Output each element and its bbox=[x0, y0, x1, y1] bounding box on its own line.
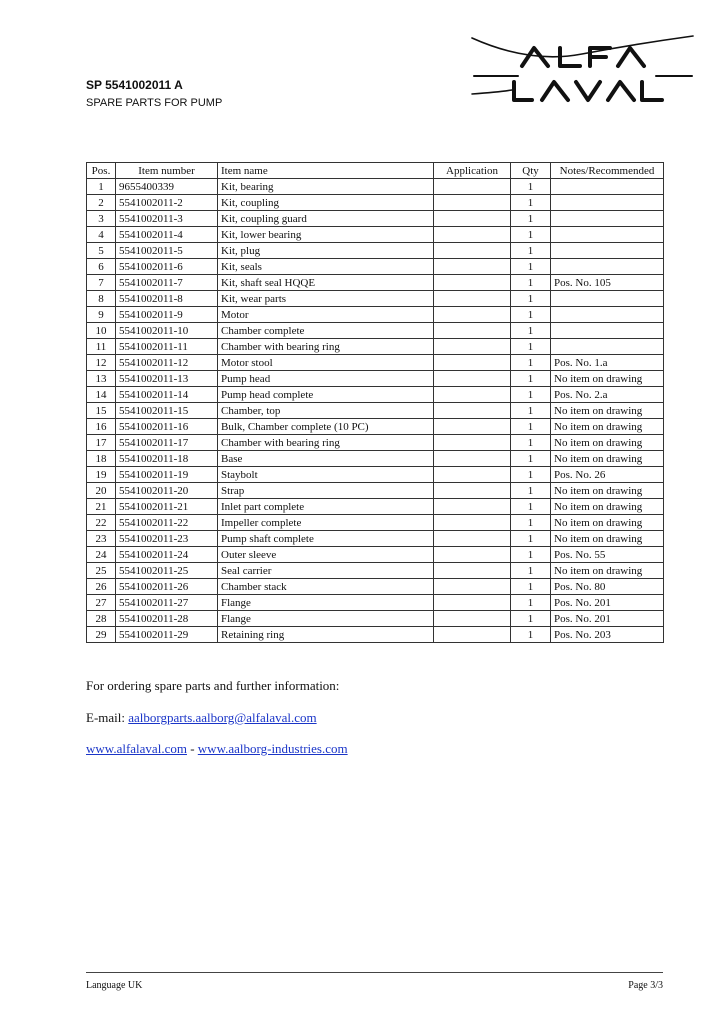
cell-notes: Pos. No. 201 bbox=[551, 611, 664, 627]
website-line bbox=[86, 741, 348, 757]
cell-notes: Pos. No. 201 bbox=[551, 595, 664, 611]
cell-qty: 1 bbox=[511, 259, 551, 275]
website-link-aalborg[interactable]: www.aalborg-industries.com bbox=[197, 741, 348, 756]
cell-notes: Pos. No. 2.a bbox=[551, 387, 664, 403]
table-row bbox=[87, 227, 664, 243]
cell-item-number: 5541002011-16 bbox=[116, 419, 218, 435]
cell-item-name: Kit, coupling bbox=[218, 195, 434, 211]
cell-item-name: Retaining ring bbox=[218, 627, 434, 643]
cell-item-name: Motor stool bbox=[218, 355, 434, 371]
cell-item-name: Kit, plug bbox=[218, 243, 434, 259]
cell-item-name: Outer sleeve bbox=[218, 547, 434, 563]
table-row bbox=[87, 403, 664, 419]
footer-page-number: Page 3/3 bbox=[628, 980, 663, 991]
email-line bbox=[86, 710, 317, 726]
cell-pos: 28 bbox=[87, 611, 116, 627]
cell-notes: Pos. No. 1.a bbox=[551, 355, 664, 371]
cell-pos: 26 bbox=[87, 579, 116, 595]
cell-item-number: 5541002011-3 bbox=[116, 211, 218, 227]
cell-qty: 1 bbox=[511, 275, 551, 291]
cell-notes: No item on drawing bbox=[551, 371, 664, 387]
cell-item-number: 5541002011-2 bbox=[116, 195, 218, 211]
cell-pos: 16 bbox=[87, 419, 116, 435]
column-header-item-name: Item name bbox=[218, 163, 434, 179]
cell-qty: 1 bbox=[511, 595, 551, 611]
cell-pos: 15 bbox=[87, 403, 116, 419]
cell-pos: 9 bbox=[87, 307, 116, 323]
contact-intro: For ordering spare parts and further information: bbox=[86, 678, 340, 693]
table-row bbox=[87, 563, 664, 579]
cell-application bbox=[434, 531, 511, 547]
cell-item-name: Impeller complete bbox=[218, 515, 434, 531]
cell-item-number: 5541002011-13 bbox=[116, 371, 218, 387]
cell-pos: 3 bbox=[87, 211, 116, 227]
cell-qty: 1 bbox=[511, 499, 551, 515]
cell-application bbox=[434, 563, 511, 579]
cell-qty: 1 bbox=[511, 531, 551, 547]
cell-notes: No item on drawing bbox=[551, 403, 664, 419]
cell-application bbox=[434, 387, 511, 403]
cell-item-name: Kit, wear parts bbox=[218, 291, 434, 307]
cell-notes: No item on drawing bbox=[551, 531, 664, 547]
cell-item-name: Base bbox=[218, 451, 434, 467]
cell-application bbox=[434, 339, 511, 355]
cell-pos: 23 bbox=[87, 531, 116, 547]
cell-item-name: Staybolt bbox=[218, 467, 434, 483]
column-header-application: Application bbox=[434, 163, 511, 179]
column-header-qty: Qty bbox=[511, 163, 551, 179]
cell-notes: Pos. No. 80 bbox=[551, 579, 664, 595]
cell-pos: 20 bbox=[87, 483, 116, 499]
table-row bbox=[87, 467, 664, 483]
cell-qty: 1 bbox=[511, 227, 551, 243]
cell-notes: No item on drawing bbox=[551, 451, 664, 467]
cell-pos: 8 bbox=[87, 291, 116, 307]
cell-application bbox=[434, 467, 511, 483]
cell-item-number: 5541002011-27 bbox=[116, 595, 218, 611]
cell-pos: 2 bbox=[87, 195, 116, 211]
cell-item-number: 5541002011-9 bbox=[116, 307, 218, 323]
cell-notes bbox=[551, 307, 664, 323]
cell-pos: 27 bbox=[87, 595, 116, 611]
cell-pos: 6 bbox=[87, 259, 116, 275]
cell-item-number: 5541002011-29 bbox=[116, 627, 218, 643]
cell-qty: 1 bbox=[511, 211, 551, 227]
footer-divider bbox=[86, 972, 663, 973]
table-row bbox=[87, 483, 664, 499]
cell-item-name: Chamber, top bbox=[218, 403, 434, 419]
cell-application bbox=[434, 579, 511, 595]
cell-pos: 21 bbox=[87, 499, 116, 515]
cell-notes: Pos. No. 55 bbox=[551, 547, 664, 563]
table-row bbox=[87, 435, 664, 451]
cell-notes: No item on drawing bbox=[551, 499, 664, 515]
cell-qty: 1 bbox=[511, 467, 551, 483]
cell-item-name: Motor bbox=[218, 307, 434, 323]
cell-item-name: Kit, coupling guard bbox=[218, 211, 434, 227]
cell-application bbox=[434, 515, 511, 531]
table-row bbox=[87, 211, 664, 227]
cell-pos: 19 bbox=[87, 467, 116, 483]
cell-item-number: 9655400339 bbox=[116, 179, 218, 195]
table-row bbox=[87, 291, 664, 307]
cell-application bbox=[434, 419, 511, 435]
cell-application bbox=[434, 451, 511, 467]
table-row bbox=[87, 595, 664, 611]
cell-pos: 10 bbox=[87, 323, 116, 339]
cell-notes: No item on drawing bbox=[551, 419, 664, 435]
email-label: E-mail: bbox=[86, 710, 129, 725]
cell-item-number: 5541002011-20 bbox=[116, 483, 218, 499]
cell-notes bbox=[551, 211, 664, 227]
table-row bbox=[87, 179, 664, 195]
cell-item-name: Pump head bbox=[218, 371, 434, 387]
cell-item-name: Kit, seals bbox=[218, 259, 434, 275]
cell-item-number: 5541002011-21 bbox=[116, 499, 218, 515]
cell-qty: 1 bbox=[511, 515, 551, 531]
cell-notes: Pos. No. 203 bbox=[551, 627, 664, 643]
table-row bbox=[87, 547, 664, 563]
cell-application bbox=[434, 499, 511, 515]
cell-notes bbox=[551, 339, 664, 355]
cell-item-name: Flange bbox=[218, 611, 434, 627]
cell-item-number: 5541002011-7 bbox=[116, 275, 218, 291]
cell-item-number: 5541002011-25 bbox=[116, 563, 218, 579]
email-link[interactable]: aalborgparts.aalborg@alfalaval.com bbox=[128, 710, 317, 725]
cell-qty: 1 bbox=[511, 563, 551, 579]
cell-application bbox=[434, 435, 511, 451]
cell-item-name: Bulk, Chamber complete (10 PC) bbox=[218, 419, 434, 435]
cell-notes: Pos. No. 105 bbox=[551, 275, 664, 291]
document-subtitle: SPARE PARTS FOR PUMP bbox=[86, 97, 223, 109]
table-row bbox=[87, 355, 664, 371]
table-row bbox=[87, 307, 664, 323]
cell-qty: 1 bbox=[511, 547, 551, 563]
cell-notes bbox=[551, 259, 664, 275]
cell-pos: 12 bbox=[87, 355, 116, 371]
cell-item-number: 5541002011-24 bbox=[116, 547, 218, 563]
cell-pos: 1 bbox=[87, 179, 116, 195]
alfa-laval-logo bbox=[470, 30, 695, 110]
cell-pos: 13 bbox=[87, 371, 116, 387]
cell-pos: 5 bbox=[87, 243, 116, 259]
cell-application bbox=[434, 195, 511, 211]
cell-pos: 7 bbox=[87, 275, 116, 291]
cell-application bbox=[434, 275, 511, 291]
cell-pos: 29 bbox=[87, 627, 116, 643]
column-header-item-number: Item number bbox=[116, 163, 218, 179]
cell-item-number: 5541002011-26 bbox=[116, 579, 218, 595]
table-row bbox=[87, 451, 664, 467]
cell-item-name: Strap bbox=[218, 483, 434, 499]
cell-application bbox=[434, 355, 511, 371]
table-row bbox=[87, 531, 664, 547]
footer-language: Language UK bbox=[86, 980, 143, 991]
cell-application bbox=[434, 547, 511, 563]
cell-item-number: 5541002011-23 bbox=[116, 531, 218, 547]
cell-item-name: Inlet part complete bbox=[218, 499, 434, 515]
table-row bbox=[87, 611, 664, 627]
cell-application bbox=[434, 595, 511, 611]
cell-item-number: 5541002011-6 bbox=[116, 259, 218, 275]
cell-item-name: Flange bbox=[218, 595, 434, 611]
spare-parts-table bbox=[86, 162, 664, 643]
cell-pos: 25 bbox=[87, 563, 116, 579]
cell-pos: 17 bbox=[87, 435, 116, 451]
cell-application bbox=[434, 227, 511, 243]
cell-item-number: 5541002011-14 bbox=[116, 387, 218, 403]
cell-application bbox=[434, 259, 511, 275]
cell-item-name: Chamber stack bbox=[218, 579, 434, 595]
cell-qty: 1 bbox=[511, 355, 551, 371]
cell-item-name: Chamber with bearing ring bbox=[218, 435, 434, 451]
cell-notes bbox=[551, 179, 664, 195]
cell-notes bbox=[551, 291, 664, 307]
cell-qty: 1 bbox=[511, 387, 551, 403]
cell-item-number: 5541002011-10 bbox=[116, 323, 218, 339]
table-row bbox=[87, 419, 664, 435]
table-row bbox=[87, 627, 664, 643]
table-row bbox=[87, 371, 664, 387]
table-row bbox=[87, 339, 664, 355]
cell-item-name: Kit, shaft seal HQQE bbox=[218, 275, 434, 291]
cell-item-number: 5541002011-4 bbox=[116, 227, 218, 243]
cell-pos: 11 bbox=[87, 339, 116, 355]
table-body bbox=[87, 179, 664, 643]
cell-qty: 1 bbox=[511, 483, 551, 499]
cell-application bbox=[434, 611, 511, 627]
table-row bbox=[87, 323, 664, 339]
cell-item-number: 5541002011-12 bbox=[116, 355, 218, 371]
column-header-pos: Pos. bbox=[87, 163, 116, 179]
cell-item-name: Chamber with bearing ring bbox=[218, 339, 434, 355]
cell-application bbox=[434, 483, 511, 499]
cell-qty: 1 bbox=[511, 451, 551, 467]
cell-notes bbox=[551, 195, 664, 211]
cell-item-number: 5541002011-19 bbox=[116, 467, 218, 483]
cell-item-number: 5541002011-28 bbox=[116, 611, 218, 627]
cell-application bbox=[434, 371, 511, 387]
cell-notes: Pos. No. 26 bbox=[551, 467, 664, 483]
table-row bbox=[87, 499, 664, 515]
cell-application bbox=[434, 323, 511, 339]
table-row bbox=[87, 515, 664, 531]
cell-application bbox=[434, 291, 511, 307]
cell-application bbox=[434, 211, 511, 227]
cell-item-name: Chamber complete bbox=[218, 323, 434, 339]
table-row bbox=[87, 275, 664, 291]
cell-notes bbox=[551, 243, 664, 259]
cell-qty: 1 bbox=[511, 195, 551, 211]
cell-qty: 1 bbox=[511, 323, 551, 339]
cell-qty: 1 bbox=[511, 307, 551, 323]
cell-qty: 1 bbox=[511, 179, 551, 195]
cell-application bbox=[434, 627, 511, 643]
cell-application bbox=[434, 403, 511, 419]
cell-item-number: 5541002011-8 bbox=[116, 291, 218, 307]
cell-notes: No item on drawing bbox=[551, 515, 664, 531]
table-row bbox=[87, 387, 664, 403]
table-row bbox=[87, 243, 664, 259]
cell-qty: 1 bbox=[511, 579, 551, 595]
cell-qty: 1 bbox=[511, 611, 551, 627]
cell-item-number: 5541002011-18 bbox=[116, 451, 218, 467]
cell-pos: 18 bbox=[87, 451, 116, 467]
cell-qty: 1 bbox=[511, 339, 551, 355]
cell-pos: 14 bbox=[87, 387, 116, 403]
cell-notes: No item on drawing bbox=[551, 483, 664, 499]
cell-pos: 24 bbox=[87, 547, 116, 563]
cell-item-number: 5541002011-5 bbox=[116, 243, 218, 259]
cell-item-number: 5541002011-15 bbox=[116, 403, 218, 419]
cell-item-name: Pump shaft complete bbox=[218, 531, 434, 547]
cell-notes bbox=[551, 227, 664, 243]
website-separator: - bbox=[186, 741, 198, 756]
table-row bbox=[87, 259, 664, 275]
column-header-notes: Notes/Recommended bbox=[551, 163, 664, 179]
document-number: SP 5541002011 A bbox=[86, 78, 183, 92]
cell-item-number: 5541002011-22 bbox=[116, 515, 218, 531]
website-link-alfalaval[interactable]: www.alfalaval.com bbox=[86, 741, 187, 756]
cell-notes: No item on drawing bbox=[551, 563, 664, 579]
cell-item-name: Seal carrier bbox=[218, 563, 434, 579]
cell-application bbox=[434, 243, 511, 259]
cell-qty: 1 bbox=[511, 403, 551, 419]
table-header-row bbox=[87, 163, 664, 179]
cell-qty: 1 bbox=[511, 243, 551, 259]
cell-item-number: 5541002011-11 bbox=[116, 339, 218, 355]
table-row bbox=[87, 195, 664, 211]
cell-notes: No item on drawing bbox=[551, 435, 664, 451]
cell-qty: 1 bbox=[511, 291, 551, 307]
cell-pos: 22 bbox=[87, 515, 116, 531]
cell-application bbox=[434, 179, 511, 195]
cell-qty: 1 bbox=[511, 627, 551, 643]
cell-qty: 1 bbox=[511, 435, 551, 451]
cell-qty: 1 bbox=[511, 419, 551, 435]
table-row bbox=[87, 579, 664, 595]
cell-notes bbox=[551, 323, 664, 339]
cell-item-name: Pump head complete bbox=[218, 387, 434, 403]
cell-application bbox=[434, 307, 511, 323]
cell-qty: 1 bbox=[511, 371, 551, 387]
cell-pos: 4 bbox=[87, 227, 116, 243]
cell-item-name: Kit, lower bearing bbox=[218, 227, 434, 243]
cell-item-number: 5541002011-17 bbox=[116, 435, 218, 451]
cell-item-name: Kit, bearing bbox=[218, 179, 434, 195]
